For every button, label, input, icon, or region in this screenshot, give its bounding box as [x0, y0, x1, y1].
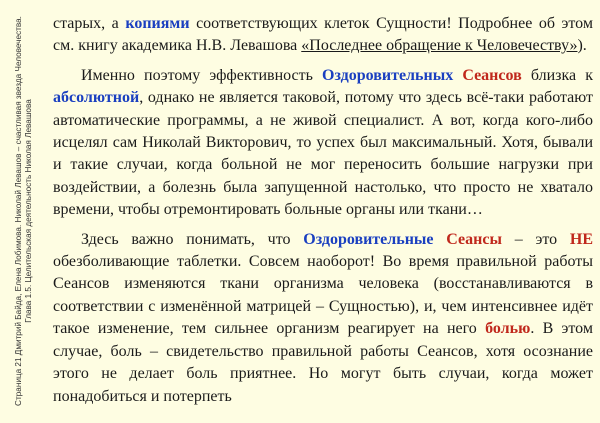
p2-highlight-sessions: Сеансов [462, 66, 522, 84]
paragraph-3 [53, 229, 593, 408]
p3-highlight-pain: болью [485, 320, 531, 338]
p2-highlight-absolute: абсолютной [53, 89, 140, 107]
p3-text-3: обезболивающие таблетки. Совсем наоборот! Во время правильной работы Сеансов изменяются ткани организма человека (восстанавливаются в соответствии с изменённой матрицей – Сущностью), и, чем интенсивнее идёт такое изменение, тем сильнее организм реагирует на него [53, 253, 593, 338]
p3-highlight-not: НЕ [569, 230, 593, 248]
side-caption [2, 0, 46, 423]
p3-text-1: Здесь важно понимать, что [81, 230, 304, 248]
p1-text-3: ). [577, 37, 587, 55]
p2-text-3: , однако не является таковой, потому что здесь всё-таки работают автоматические программы, а не живой специалист. А вот, когда кого-либо исцелял сам Николай Викторович, то успех был максимальный. Хотя, бывали и такие случаи, когда больной не мог переносить большие нагрузки при воздействии, а болезнь была запущенной настолько, что просто не хватало времени, чтобы отремонтировать больные органы или ткани… [53, 89, 593, 219]
p3-highlight-wellness: Оздоровительные [303, 230, 434, 248]
p1-text-1: старых, а [53, 15, 126, 32]
book-link[interactable]: «Последнее обращение к Человечеству» [301, 37, 578, 55]
main-text [53, 13, 593, 408]
p1-text-2: соответствующих клеток Сущности! Подробнее об этом см. книгу академика Н.В. Левашова [53, 15, 593, 55]
paragraph-2 [53, 65, 593, 222]
p3-text-4: . В этом случае, боль – свидетельство правильной работы Сеансов, хотя осознание этого не делает боль приятнее. Но могут быть случаи, когда может понадобиться и потерпеть [53, 320, 593, 405]
side-caption-text [14, 11, 34, 411]
p2-text-1: Именно поэтому эффективность [81, 66, 323, 84]
p1-highlight-copies: копиями [125, 15, 190, 32]
p2-highlight-wellness: Оздоровительных [322, 66, 454, 84]
p3-highlight-sessions: Сеансы [446, 230, 502, 248]
side-caption-line-2: Глава 1.5. Целительская деятельность Николая Левашова [24, 99, 33, 323]
side-caption-line-1: Страница 21 Дмитрий Байда, Елена Лобимова. Николай Левашов – счастливая звезда Человечества. [14, 16, 23, 406]
paragraph-1 [53, 13, 593, 58]
p3-text-2: – это [501, 230, 570, 248]
p2-text-2: близка к [521, 66, 594, 84]
